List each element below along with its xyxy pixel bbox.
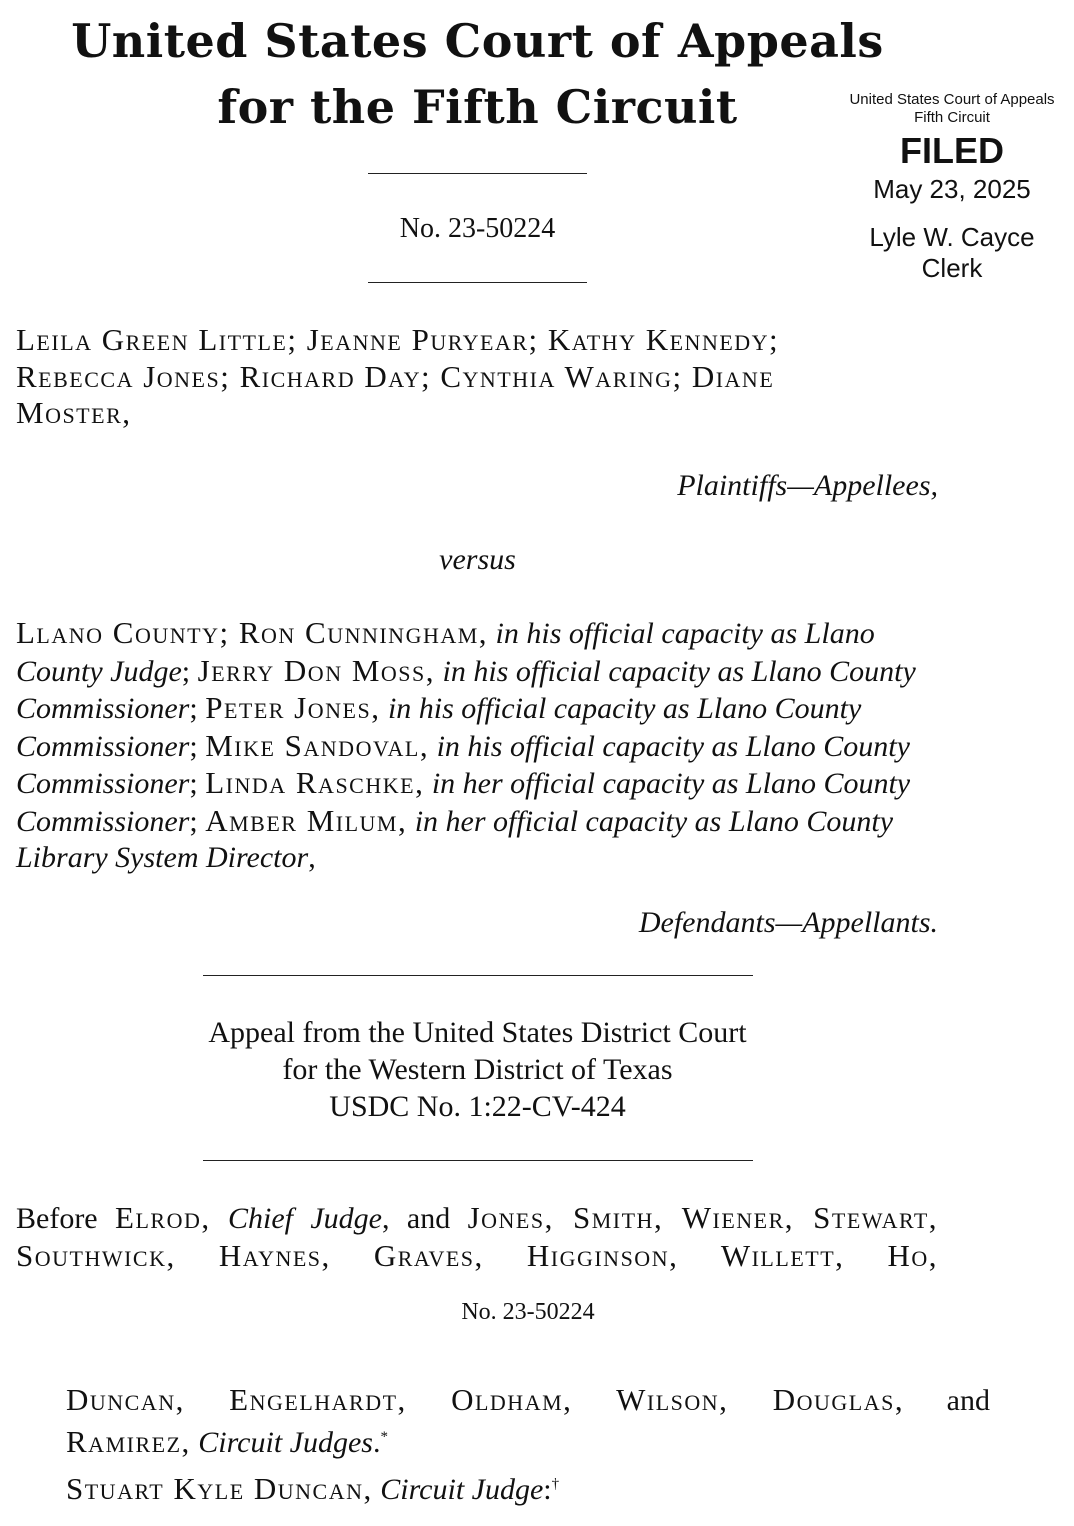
court-title-line1: United States Court of Appeals [71, 14, 884, 68]
defendant-capacity: in his official capacity as Llano County [442, 654, 916, 688]
defendants-line [16, 765, 916, 803]
separator: ; [181, 654, 191, 688]
footnote-marker[interactable]: * [380, 1429, 388, 1445]
stamp-circuit: Fifth Circuit [914, 109, 990, 126]
defendants-line [16, 840, 916, 877]
defendant-capacity: in his official capacity as Llano County [387, 692, 862, 725]
panel-continued [66, 1381, 990, 1461]
stamp-date: May 23, 2025 [873, 174, 1031, 204]
plaintiffs-block [16, 322, 916, 432]
plaintiffs-line: Rebecca Jones; Richard Day; Cynthia Waring; Diane [16, 358, 775, 394]
author-title: Circuit Judge [380, 1473, 544, 1506]
appeal-line: USDC No. 1:22-CV-424 [329, 1090, 626, 1123]
defendant-name: Linda Raschke, [205, 765, 425, 800]
header-rule-top [368, 173, 587, 174]
defendants-line [16, 803, 916, 841]
stamp-court: United States Court of Appeals [849, 91, 1055, 108]
defendant-capacity: in his official capacity as Llano County [436, 729, 910, 763]
panel-line [16, 1199, 938, 1237]
filed-stamp [838, 90, 1066, 284]
separator: ; [189, 804, 198, 838]
separator: ; [189, 767, 198, 800]
defendant-capacity: County Judge [16, 654, 182, 688]
panel-and: and [946, 1384, 990, 1417]
appeal-rule-bottom [203, 1160, 753, 1161]
court-title [0, 8, 955, 140]
defendant-capacity: Commissioner [16, 767, 190, 800]
defendant-name: Mike Sandoval, [205, 727, 430, 763]
appeal-line: Appeal from the United States District Court [208, 1016, 747, 1049]
chief-judge-title: Chief Judge [227, 1202, 382, 1235]
panel-judges-line: Southwick, Haynes, Graves, Higginson, Willett, Ho, [16, 1238, 938, 1273]
case-number: No. 23-50224 [399, 213, 556, 244]
panel-before-word: Before [16, 1202, 98, 1235]
defendant-capacity: Commissioner [16, 804, 190, 838]
panel-line [66, 1419, 990, 1461]
defendant-name: Peter Jones, [205, 690, 381, 725]
footnote-marker[interactable]: † [551, 1476, 560, 1492]
separator: ; [189, 692, 198, 725]
plaintiffs-role: Plaintiffs—Appellees, [677, 469, 938, 502]
appeal-origin [0, 1014, 955, 1125]
plaintiffs-line: Leila Green Little; Jeanne Puryear; Kathy Kennedy; [16, 322, 780, 357]
panel-line [66, 1381, 990, 1419]
defendant-capacity: Commissioner [16, 692, 190, 725]
stamp-clerk-name: Lyle W. Cayce [869, 222, 1035, 252]
defendant-capacity: Library System Director [16, 841, 309, 874]
appeal-rule-top [203, 975, 753, 976]
defendants-line [16, 615, 916, 653]
chief-judge-name: Elrod, [115, 1200, 211, 1235]
stamp-status: FILED [900, 130, 1004, 171]
stamp-clerk-title: Clerk [921, 253, 983, 283]
court-title-line2: for the Fifth Circuit [217, 80, 738, 134]
defendants-line [16, 728, 916, 766]
defendant-capacity: Commissioner [16, 729, 190, 763]
opinion-author [66, 1471, 966, 1507]
defendants-line [16, 653, 916, 691]
defendant-capacity: in his official capacity as Llano [495, 617, 875, 650]
author-name: Stuart Kyle Duncan, [66, 1471, 373, 1506]
separator: ; [189, 729, 198, 763]
author-colon: : [543, 1473, 552, 1506]
panel-judges: Ramirez, [66, 1424, 191, 1459]
panel-judges: Duncan, Engelhardt, Oldham, Wilson, Douglas, [66, 1382, 905, 1417]
defendants-block [16, 615, 916, 877]
defendants-line [16, 690, 916, 728]
panel-before [16, 1199, 938, 1274]
panel-and: , and [382, 1202, 451, 1235]
page-footer-case-number: No. 23-50224 [461, 1299, 595, 1325]
plaintiffs-line: Moster, [16, 395, 132, 430]
circuit-judges-title: Circuit Judges [198, 1426, 373, 1459]
panel-judges: Jones, Smith, Wiener, Stewart, [467, 1200, 939, 1235]
defendant-name: Jerry Don Moss, [197, 652, 435, 688]
defendant-name: Llano County; Ron Cunningham, [16, 615, 489, 650]
period: . [372, 1426, 381, 1459]
defendants-role: Defendants—Appellants. [638, 906, 938, 939]
header-rule-bottom [368, 282, 587, 283]
defendant-name: Amber Milum, [205, 802, 408, 838]
defendant-capacity: in her official capacity as Llano County [431, 767, 911, 800]
versus: versus [439, 543, 516, 576]
separator: , [308, 841, 316, 874]
defendant-capacity: in her official capacity as Llano County [414, 804, 894, 838]
appeal-line: for the Western District of Texas [282, 1053, 673, 1086]
